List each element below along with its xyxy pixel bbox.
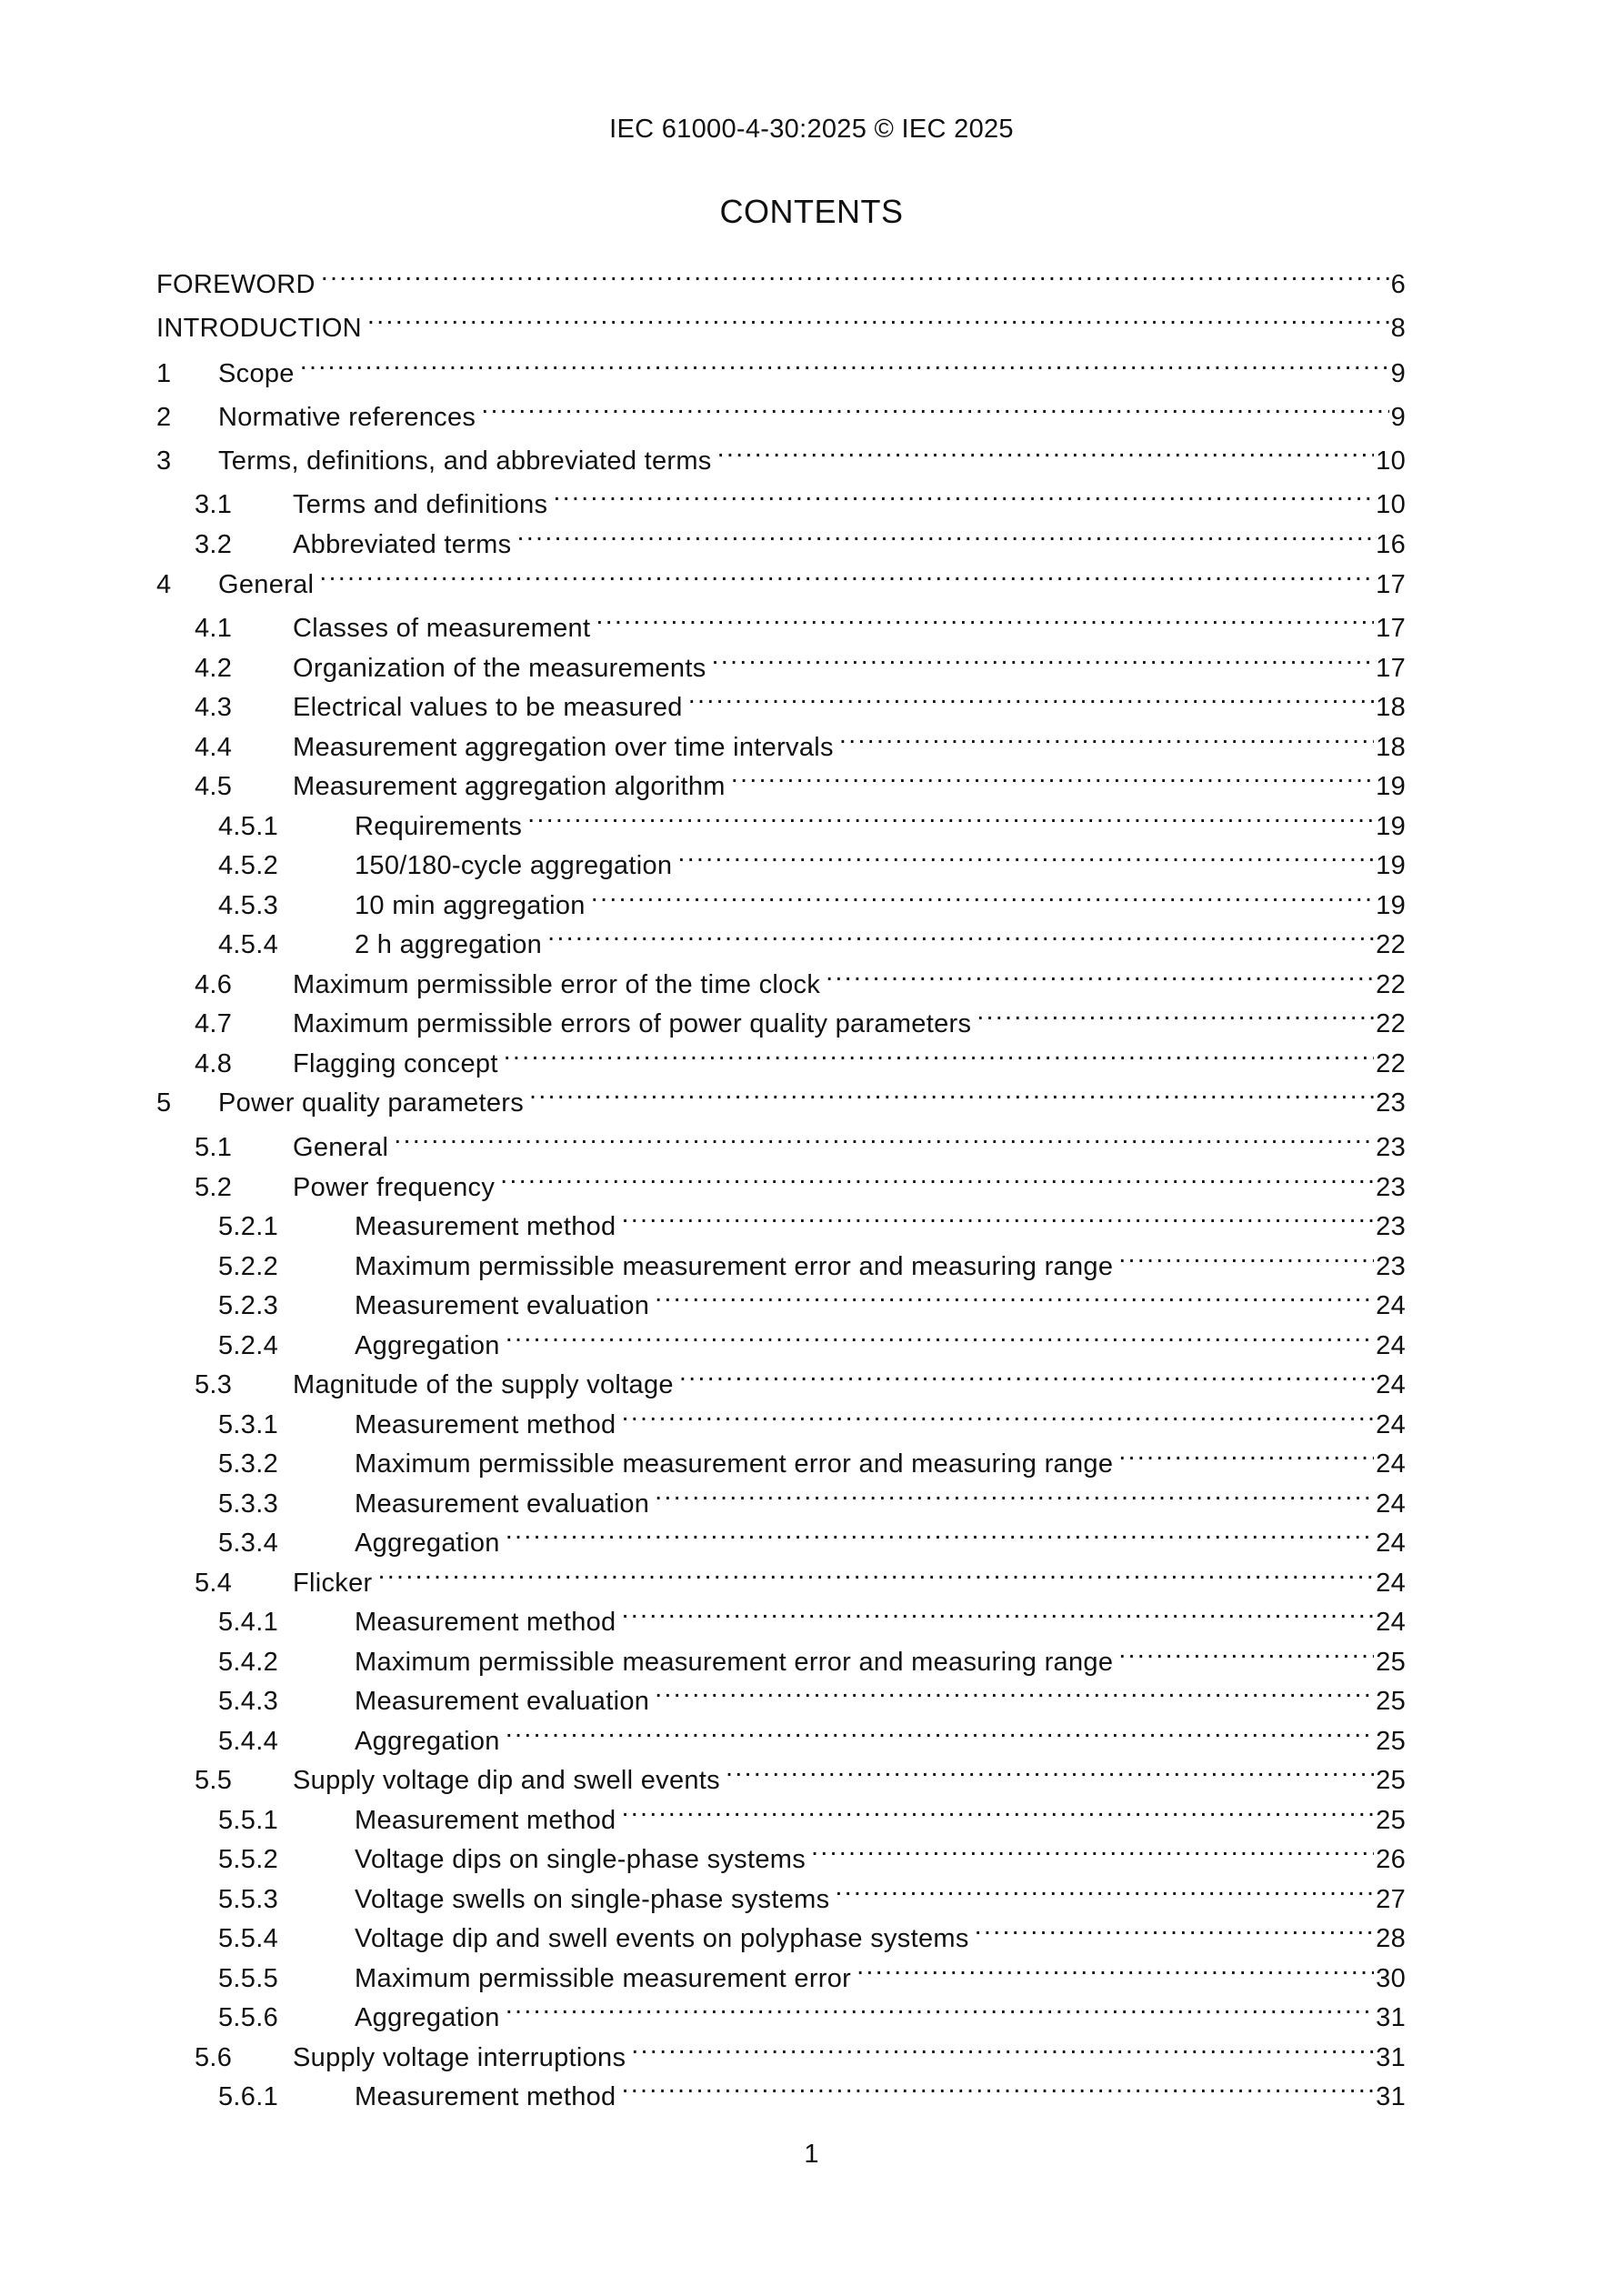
- toc-entry[interactable]: [156, 719, 1406, 762]
- toc-entry-title: Maximum permissible measurement error: [355, 1964, 852, 1993]
- toc-entry-number: 5.4: [195, 1569, 233, 1598]
- dot-leader: [621, 1397, 1374, 1433]
- toc-entry-number: 5.5.4: [218, 1924, 278, 1953]
- toc-entry[interactable]: [156, 1036, 1406, 1078]
- toc-entry[interactable]: [156, 1198, 1406, 1241]
- toc-entry-number: 5.5.6: [218, 2003, 278, 2032]
- toc-entry[interactable]: [156, 1397, 1406, 1439]
- toc-entry-title: Flicker: [293, 1569, 373, 1598]
- toc-entry-number: 5.2.4: [218, 1331, 278, 1360]
- toc-entry[interactable]: [156, 433, 1406, 476]
- toc-entry[interactable]: [156, 1075, 1406, 1118]
- toc-entry-number: 3.2: [195, 530, 233, 559]
- dot-leader: [553, 476, 1374, 513]
- toc-entry-page: 24: [1376, 1449, 1406, 1479]
- toc-entry[interactable]: [156, 556, 1406, 599]
- toc-entry-page: 19: [1376, 772, 1406, 801]
- dot-leader: [621, 2069, 1374, 2105]
- toc-entry[interactable]: [156, 516, 1406, 559]
- toc-entry-number: 5.6.1: [218, 2082, 278, 2111]
- toc-entry-page: 23: [1376, 1212, 1406, 1241]
- toc-entry[interactable]: [156, 917, 1406, 959]
- toc-entry-title: Measurement evaluation: [355, 1687, 650, 1716]
- toc-entry-page: 9: [1390, 359, 1406, 388]
- toc-entry-number: 5.6: [195, 2043, 233, 2072]
- dot-leader: [506, 1318, 1374, 1354]
- toc-entry[interactable]: [156, 1318, 1406, 1360]
- toc-entry-title: Aggregation: [355, 1727, 500, 1756]
- toc-entry-number: 3: [156, 446, 172, 476]
- dot-leader: [835, 1871, 1374, 1908]
- toc-entry-page: 19: [1376, 891, 1406, 920]
- toc-entry[interactable]: [156, 1792, 1406, 1835]
- toc-entry[interactable]: [156, 600, 1406, 643]
- toc-entry-number: 5.1: [195, 1133, 233, 1162]
- toc-entry[interactable]: [156, 1752, 1406, 1795]
- toc-entry-title: Terms and definitions: [293, 490, 548, 519]
- toc-entry-title: Measurement method: [355, 1608, 616, 1637]
- toc-entry[interactable]: [156, 346, 1406, 388]
- toc-entry-page: 24: [1376, 1370, 1406, 1399]
- toc-entry-page: 26: [1376, 1845, 1406, 1874]
- dot-leader: [712, 640, 1375, 677]
- toc-entry-page: 24: [1376, 1410, 1406, 1439]
- toc-entry-number: 4.1: [195, 614, 233, 643]
- dot-leader: [500, 1159, 1374, 1196]
- toc-entry-number: 5.3.1: [218, 1410, 278, 1439]
- page-number: 1: [804, 2140, 819, 2169]
- toc-entry-title: Maximum permissible errors of power quality parameters: [293, 1009, 972, 1038]
- toc-entry-number: 5.5: [195, 1766, 233, 1795]
- toc-entry[interactable]: [156, 1238, 1406, 1281]
- toc-entry-page: 24: [1376, 1608, 1406, 1637]
- toc-entry-page: 24: [1376, 1569, 1406, 1598]
- dot-leader: [811, 1831, 1374, 1868]
- toc-entry-title: Abbreviated terms: [293, 530, 512, 559]
- toc-entry-page: 22: [1376, 970, 1406, 999]
- toc-entry-title: Electrical values to be measured: [293, 693, 683, 722]
- toc-entry-page: 25: [1376, 1727, 1406, 1756]
- toc-entry-title: Aggregation: [355, 1529, 500, 1558]
- toc-entry[interactable]: [156, 1594, 1406, 1637]
- toc-entry-page: 16: [1376, 530, 1406, 559]
- dot-leader: [1118, 1238, 1374, 1275]
- dot-leader: [731, 758, 1374, 795]
- dot-leader: [975, 1910, 1374, 1947]
- dot-leader: [504, 1036, 1374, 1072]
- toc-entry-title: Supply voltage interruptions: [293, 2043, 626, 2072]
- toc-entry-page: 25: [1376, 1648, 1406, 1677]
- toc-entry[interactable]: [156, 877, 1406, 920]
- toc-entry-page: 22: [1376, 1049, 1406, 1078]
- dot-leader: [394, 1119, 1374, 1156]
- toc-entry-page: 6: [1390, 270, 1406, 299]
- toc-entry[interactable]: [156, 2069, 1406, 2111]
- toc-entry[interactable]: [156, 1515, 1406, 1558]
- toc-entry-title: Maximum permissible measurement error and measuring range: [355, 1449, 1114, 1479]
- toc-entry[interactable]: [156, 1476, 1406, 1519]
- toc-entry[interactable]: [156, 1831, 1406, 1874]
- contents-title: CONTENTS: [719, 193, 904, 230]
- toc-entry-title: Supply voltage dip and swell events: [293, 1766, 720, 1795]
- dot-leader: [300, 346, 1389, 382]
- dot-leader: [321, 256, 1389, 293]
- toc-entry-page: 25: [1376, 1766, 1406, 1795]
- toc-entry-number: 5.5.3: [218, 1885, 278, 1914]
- toc-entry-number: 4.4: [195, 733, 233, 762]
- dot-leader: [1118, 1436, 1374, 1472]
- toc-entry[interactable]: [156, 1119, 1406, 1162]
- toc-entry[interactable]: [156, 2030, 1406, 2072]
- dot-leader: [481, 389, 1388, 426]
- dot-leader: [857, 1950, 1374, 1987]
- toc-entry-page: 23: [1376, 1088, 1406, 1118]
- toc-entry[interactable]: [156, 1673, 1406, 1716]
- toc-entry-number: 4: [156, 570, 172, 599]
- toc-entry-title: 150/180-cycle aggregation: [355, 851, 673, 880]
- toc-entry[interactable]: [156, 300, 1406, 343]
- toc-entry-title: Measurement evaluation: [355, 1291, 650, 1320]
- toc-entry-page: 17: [1376, 654, 1406, 683]
- toc-entry-page: 27: [1376, 1885, 1406, 1914]
- toc-entry-number: 4.2: [195, 654, 233, 683]
- toc-entry-number: 5.3.2: [218, 1449, 278, 1479]
- dot-leader: [826, 957, 1374, 993]
- toc-entry-number: 5.5.5: [218, 1964, 278, 1993]
- dot-leader: [717, 433, 1375, 469]
- toc-entry-number: 4.7: [195, 1009, 233, 1038]
- toc-entry-number: 5.4.4: [218, 1727, 278, 1756]
- dot-leader: [596, 600, 1374, 637]
- toc-entry-title: Requirements: [355, 812, 523, 841]
- toc-entry-number: 3.1: [195, 490, 233, 519]
- toc-entry[interactable]: [156, 679, 1406, 722]
- toc-entry-title: Voltage swells on single-phase systems: [355, 1885, 830, 1914]
- toc-entry-number: 5.2.1: [218, 1212, 278, 1241]
- toc-entry-page: 31: [1376, 2043, 1406, 2072]
- toc-entry-title: General: [218, 570, 315, 599]
- dot-leader: [506, 1990, 1374, 2026]
- toc-entry-title: INTRODUCTION: [156, 314, 362, 343]
- toc-entry-page: 23: [1376, 1173, 1406, 1202]
- toc-entry-number: 4.8: [195, 1049, 233, 1078]
- toc-entry-title: Maximum permissible error of the time clock: [293, 970, 821, 999]
- toc-entry-title: Measurement method: [355, 1806, 616, 1835]
- toc-entry-page: 25: [1376, 1806, 1406, 1835]
- toc-entry-page: 18: [1376, 693, 1406, 722]
- toc-entry-title: Maximum permissible measurement error and measuring range: [355, 1252, 1114, 1281]
- toc-entry[interactable]: [156, 1555, 1406, 1598]
- dot-leader: [516, 516, 1374, 553]
- toc-entry[interactable]: [156, 389, 1406, 432]
- toc-entry-title: Magnitude of the supply voltage: [293, 1370, 674, 1399]
- toc-entry-title: 2 h aggregation: [355, 930, 543, 959]
- toc-entry-title: Aggregation: [355, 1331, 500, 1360]
- toc-entry-number: 5.2: [195, 1173, 233, 1202]
- toc-entry[interactable]: [156, 758, 1406, 801]
- toc-entry[interactable]: [156, 1357, 1406, 1399]
- dot-leader: [621, 1198, 1374, 1235]
- toc-entry-page: 25: [1376, 1687, 1406, 1716]
- toc-entry-title: Measurement method: [355, 1410, 616, 1439]
- toc-entry-title: Power frequency: [293, 1173, 496, 1202]
- toc-entry[interactable]: [156, 1950, 1406, 1993]
- toc-entry[interactable]: [156, 476, 1406, 519]
- toc-entry-page: 18: [1376, 733, 1406, 762]
- toc-entry[interactable]: [156, 1871, 1406, 1914]
- dot-leader: [655, 1278, 1374, 1314]
- toc-entry-page: 24: [1376, 1331, 1406, 1360]
- toc-entry-title: Aggregation: [355, 2003, 500, 2032]
- toc-entry-number: 2: [156, 403, 172, 432]
- toc-entry-title: Measurement method: [355, 2082, 616, 2111]
- toc-entry-page: 23: [1376, 1133, 1406, 1162]
- toc-entry[interactable]: [156, 1159, 1406, 1202]
- toc-entry-page: 24: [1376, 1291, 1406, 1320]
- toc-entry[interactable]: [156, 957, 1406, 999]
- toc-entry-number: 5.5.2: [218, 1845, 278, 1874]
- toc-entry-title: Organization of the measurements: [293, 654, 706, 683]
- dot-leader: [378, 1555, 1375, 1591]
- toc-entry-page: 31: [1376, 2082, 1406, 2111]
- toc-entry-title: 10 min aggregation: [355, 891, 586, 920]
- toc-entry[interactable]: [156, 1990, 1406, 2032]
- toc-entry-title: Classes of measurement: [293, 614, 591, 643]
- dot-leader: [688, 679, 1374, 716]
- dot-leader: [1118, 1634, 1374, 1670]
- toc-entry-title: Measurement aggregation over time intervals: [293, 733, 834, 762]
- toc-entry-title: Flagging concept: [293, 1049, 498, 1078]
- toc-entry-title: Terms, definitions, and abbreviated terms: [218, 446, 712, 476]
- dot-leader: [529, 1075, 1374, 1111]
- toc-entry[interactable]: [156, 1278, 1406, 1320]
- toc-entry-page: 22: [1376, 1009, 1406, 1038]
- toc-entry-title: Voltage dips on single-phase systems: [355, 1845, 806, 1874]
- toc-entry-title: Measurement method: [355, 1212, 616, 1241]
- dot-leader: [367, 300, 1389, 336]
- toc-entry-number: 4.5.3: [218, 891, 278, 920]
- toc-entry-title: Scope: [218, 359, 295, 388]
- toc-entry-page: 28: [1376, 1924, 1406, 1953]
- dot-leader: [677, 837, 1374, 874]
- toc-entry-number: 4.5.4: [218, 930, 278, 959]
- toc-entry-title: Voltage dip and swell events on polyphase systems: [355, 1924, 969, 1953]
- toc-entry-number: 4.5.1: [218, 812, 278, 841]
- toc-entry-title: Power quality parameters: [218, 1088, 525, 1118]
- toc-entry-page: 10: [1376, 446, 1406, 476]
- toc-entry-number: 4.3: [195, 693, 233, 722]
- toc-entry-page: 10: [1376, 490, 1406, 519]
- toc-entry-number: 1: [156, 359, 172, 388]
- dot-leader: [726, 1752, 1374, 1789]
- dot-leader: [839, 719, 1374, 756]
- toc-entry-number: 5.3.4: [218, 1529, 278, 1558]
- toc-entry-number: 5.2.2: [218, 1252, 278, 1281]
- toc-entry-title: General: [293, 1133, 389, 1162]
- toc-entry-number: 5.4.1: [218, 1608, 278, 1637]
- document-header: IEC 61000-4-30:2025 © IEC 2025: [609, 115, 1014, 144]
- toc-entry-number: 5.3: [195, 1370, 233, 1399]
- toc-entry-page: 24: [1376, 1529, 1406, 1558]
- dot-leader: [631, 2030, 1374, 2066]
- toc-entry-page: 8: [1390, 314, 1406, 343]
- toc-entry[interactable]: [156, 1713, 1406, 1756]
- dot-leader: [547, 917, 1374, 953]
- toc-entry[interactable]: [156, 640, 1406, 683]
- dot-leader: [977, 996, 1374, 1032]
- dot-leader: [591, 877, 1374, 914]
- dot-leader: [506, 1515, 1374, 1551]
- toc-entry-page: 24: [1376, 1489, 1406, 1519]
- dot-leader: [655, 1476, 1374, 1512]
- toc-entry-number: 5: [156, 1088, 172, 1118]
- dot-leader: [621, 1594, 1374, 1630]
- toc-entry[interactable]: [156, 996, 1406, 1038]
- dot-leader: [319, 556, 1374, 593]
- toc-entry-number: 5.4.3: [218, 1687, 278, 1716]
- toc-entry[interactable]: [156, 1910, 1406, 1953]
- toc-entry[interactable]: [156, 837, 1406, 880]
- toc-entry-number: 4.6: [195, 970, 233, 999]
- toc-entry-page: 19: [1376, 812, 1406, 841]
- toc-entry-number: 5.2.3: [218, 1291, 278, 1320]
- toc-entry-page: 17: [1376, 614, 1406, 643]
- toc-entry-page: 9: [1390, 403, 1406, 432]
- toc-entry-number: 4.5.2: [218, 851, 278, 880]
- toc-entry-page: 17: [1376, 570, 1406, 599]
- toc-entry-title: FOREWORD: [156, 270, 316, 299]
- toc-entry[interactable]: [156, 256, 1406, 299]
- toc-entry[interactable]: [156, 1634, 1406, 1677]
- dot-leader: [506, 1713, 1374, 1750]
- dot-leader: [655, 1673, 1374, 1709]
- dot-leader: [621, 1792, 1374, 1829]
- toc-entry-page: 30: [1376, 1964, 1406, 1993]
- toc-entry[interactable]: [156, 798, 1406, 841]
- toc-entry-page: 19: [1376, 851, 1406, 880]
- toc-entry-number: 5.3.3: [218, 1489, 278, 1519]
- toc-entry-title: Measurement evaluation: [355, 1489, 650, 1519]
- toc-entry-title: Normative references: [218, 403, 476, 432]
- toc-entry-title: Maximum permissible measurement error and measuring range: [355, 1648, 1114, 1677]
- toc-entry-number: 5.5.1: [218, 1806, 278, 1835]
- toc-entry-page: 31: [1376, 2003, 1406, 2032]
- toc-entry-number: 4.5: [195, 772, 233, 801]
- dot-leader: [679, 1357, 1374, 1393]
- dot-leader: [527, 798, 1374, 835]
- toc-entry-number: 5.4.2: [218, 1648, 278, 1677]
- toc-entry[interactable]: [156, 1436, 1406, 1479]
- toc-entry-page: 23: [1376, 1252, 1406, 1281]
- toc-entry-title: Measurement aggregation algorithm: [293, 772, 726, 801]
- toc-entry-page: 22: [1376, 930, 1406, 959]
